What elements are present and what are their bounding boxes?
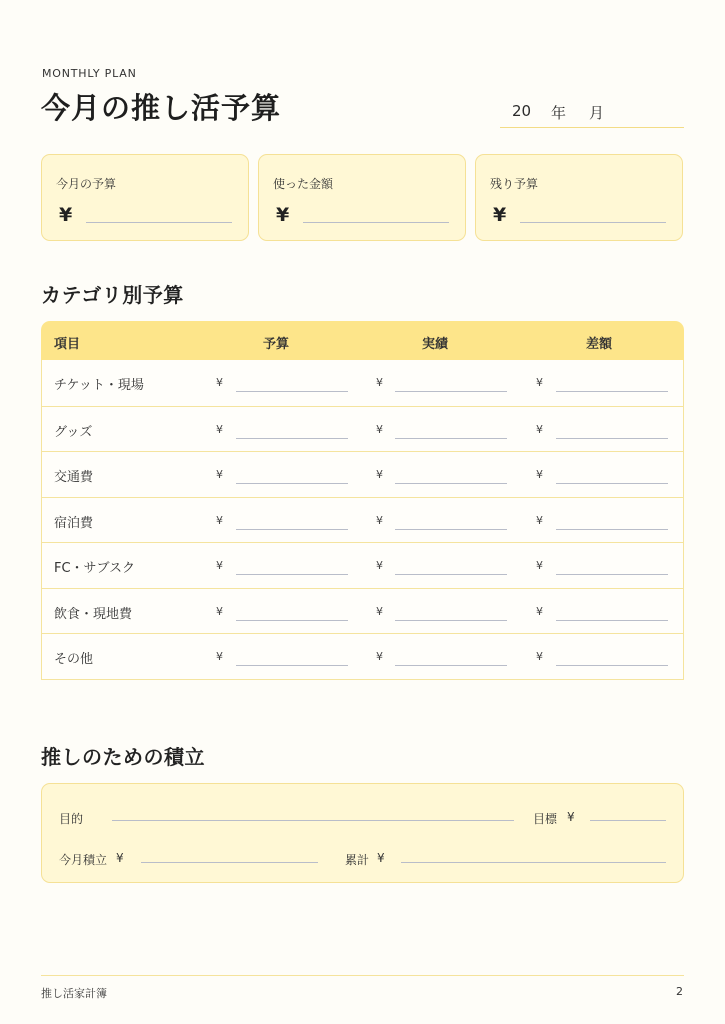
category-table	[41, 321, 684, 680]
summary-amount-field[interactable]	[303, 222, 449, 223]
yen-sign: ¥	[376, 376, 383, 389]
page-title: 今月の推し活予算	[41, 91, 282, 125]
total-label: 累計	[345, 853, 370, 867]
monthly-savings-field[interactable]	[141, 862, 318, 863]
category-name: 交通費	[54, 470, 94, 485]
yen-sign: ¥	[216, 513, 223, 527]
summary-label: 残り予算	[490, 177, 539, 191]
actual-amount-field[interactable]	[395, 529, 507, 530]
category-section-title: カテゴリ別予算	[41, 283, 184, 307]
summary-label: 使った金額	[273, 177, 334, 191]
total-field[interactable]	[401, 862, 666, 863]
category-name: FC・サブスク	[54, 561, 136, 576]
page-number: 2	[676, 985, 683, 998]
footer-divider	[41, 975, 684, 976]
yen-sign: ¥	[116, 851, 124, 865]
yen-sign: ¥	[536, 468, 543, 481]
yen-sign: ¥	[536, 559, 543, 572]
yen-sign: ¥	[59, 204, 73, 226]
footer-title: 推し活家計簿	[41, 987, 107, 1000]
budget-amount-field[interactable]	[236, 574, 348, 575]
yen-sign: ¥	[216, 376, 223, 389]
yen-sign: ¥	[216, 559, 223, 572]
actual-amount-field[interactable]	[395, 438, 507, 439]
budget-amount-field[interactable]	[236, 665, 348, 666]
yen-sign: ¥	[216, 604, 223, 618]
yen-sign: ¥	[376, 422, 383, 436]
date-month-unit: 月	[589, 104, 605, 122]
column-header-actual: 実績	[422, 337, 449, 352]
yen-sign: ¥	[216, 422, 223, 436]
yen-sign: ¥	[376, 650, 383, 663]
summary-box-budget	[41, 154, 249, 241]
yen-sign: ¥	[216, 468, 223, 481]
table-header	[41, 321, 684, 360]
purpose-field[interactable]	[112, 820, 514, 821]
summary-box-spent	[258, 154, 466, 241]
goal-field[interactable]	[590, 820, 666, 821]
purpose-label: 目的	[59, 812, 84, 826]
table-body	[41, 360, 684, 680]
summary-amount-field[interactable]	[520, 222, 666, 223]
difference-amount-field[interactable]	[556, 529, 668, 530]
monthly-savings-label: 今月積立	[59, 853, 108, 867]
page-subtitle: MONTHLY PLAN	[42, 67, 137, 80]
difference-amount-field[interactable]	[556, 483, 668, 484]
category-name: グッズ	[54, 424, 93, 440]
yen-sign: ¥	[377, 851, 385, 865]
actual-amount-field[interactable]	[395, 620, 507, 621]
yen-sign: ¥	[376, 559, 383, 572]
yen-sign: ¥	[493, 204, 507, 226]
table-row	[42, 451, 683, 497]
summary-label: 今月の予算	[56, 177, 117, 191]
yen-sign: ¥	[536, 650, 543, 663]
actual-amount-field[interactable]	[395, 665, 507, 666]
budget-amount-field[interactable]	[236, 620, 348, 621]
difference-amount-field[interactable]	[556, 620, 668, 621]
yen-sign: ¥	[536, 604, 543, 618]
yen-sign: ¥	[376, 604, 383, 618]
yen-sign: ¥	[536, 422, 543, 436]
actual-amount-field[interactable]	[395, 391, 507, 392]
column-header-difference: 差額	[586, 337, 613, 352]
date-field[interactable]	[500, 100, 684, 128]
difference-amount-field[interactable]	[556, 665, 668, 666]
date-year-unit: 年	[551, 104, 567, 122]
summary-box-remaining	[475, 154, 683, 241]
table-row	[42, 406, 683, 452]
yen-sign: ¥	[536, 376, 543, 389]
yen-sign: ¥	[276, 204, 290, 226]
summary-amount-field[interactable]	[86, 222, 232, 223]
actual-amount-field[interactable]	[395, 574, 507, 575]
actual-amount-field[interactable]	[395, 483, 507, 484]
date-year-prefix: 20	[512, 102, 532, 120]
table-row	[42, 360, 683, 406]
yen-sign: ¥	[567, 810, 575, 824]
category-name: チケット・現場	[54, 378, 144, 393]
budget-amount-field[interactable]	[236, 529, 348, 530]
yen-sign: ¥	[536, 513, 543, 527]
goal-label: 目標	[533, 812, 558, 826]
difference-amount-field[interactable]	[556, 391, 668, 392]
table-row	[42, 542, 683, 588]
category-name: 宿泊費	[54, 515, 94, 531]
savings-section-title: 推しのための積立	[41, 745, 205, 769]
budget-amount-field[interactable]	[236, 391, 348, 392]
table-row	[42, 497, 683, 543]
yen-sign: ¥	[376, 468, 383, 481]
table-row	[42, 633, 683, 679]
savings-box	[41, 783, 684, 883]
yen-sign: ¥	[376, 513, 383, 527]
category-name: 飲食・現地費	[54, 606, 133, 622]
budget-amount-field[interactable]	[236, 438, 348, 439]
difference-amount-field[interactable]	[556, 574, 668, 575]
difference-amount-field[interactable]	[556, 438, 668, 439]
yen-sign: ¥	[216, 650, 223, 663]
column-header-budget: 予算	[263, 337, 290, 352]
budget-amount-field[interactable]	[236, 483, 348, 484]
category-name: その他	[54, 652, 94, 667]
column-header-item: 項目	[54, 337, 81, 352]
table-row	[42, 588, 683, 634]
